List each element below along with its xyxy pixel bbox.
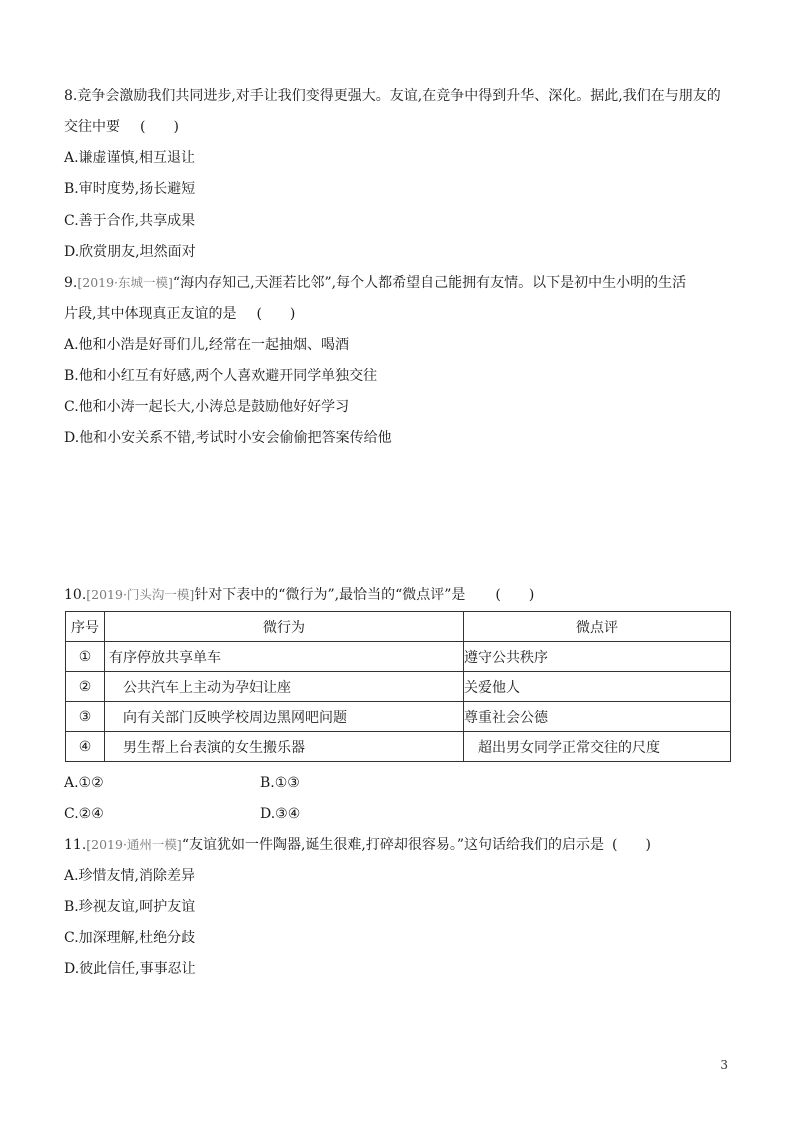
q11-source: [2019·通州一模] [86,837,182,852]
q9-option-b: B.他和小红互有好感,两个人喜欢避开同学单独交往 [64,368,378,384]
q9-stem-text: “海内存知己,天涯若比邻”,每个人都希望自己能拥有友情。以下是初中生小明的生活 [172,275,687,291]
table-row [66,642,731,672]
q8-stem-line1: 8.竞争会激励我们共同进步,对手让我们变得更强大。友谊,在竞争中得到升华、深化。据此,我们在与朋友的 [64,88,721,104]
row-index: ④ [66,732,105,762]
row-index: ③ [66,702,105,732]
q10-answer-paren: ( ) [495,587,535,603]
q8-option-a: A.谦虚谨慎,相互退让 [64,150,196,166]
row-behavior: 向有关部门反映学校周边黑网吧问题 [105,702,464,732]
q11-option-d: D.彼此信任,事事忍让 [64,961,196,977]
q11-stem [64,835,651,855]
q9-stem-line1 [64,273,686,293]
table-row [66,702,731,732]
q8-option-b: B.审时度势,扬长避短 [64,181,196,197]
q10-source: [2019·门头沟一模] [86,587,195,602]
q9-option-d: D.他和小安关系不错,考试时小安会偷偷把答案传给他 [64,430,392,446]
q10-option-b: B.①③ [260,775,300,791]
q10-stem [64,585,534,605]
q9-number: 9. [64,275,78,291]
q11-number: 11. [64,837,87,853]
row-behavior: 公共汽车上主动为孕妇让座 [105,672,464,702]
q8-stem-line2 [64,117,179,137]
q11-stem-text: “友谊犹如一件陶器,诞生很难,打碎却很容易。”这句话给我们的启示是 [181,837,605,853]
q8-answer-paren: ( ) [140,119,179,135]
header-behavior: 微行为 [105,612,464,642]
row-behavior: 有序停放共享单车 [105,642,464,672]
row-index: ② [66,672,105,702]
table-row [66,672,731,702]
q8-option-c: C.善于合作,共享成果 [64,213,196,229]
q10-number: 10. [64,587,87,603]
q8-option-d: D.欣赏朋友,坦然面对 [64,244,196,260]
row-index: ① [66,642,105,672]
q11-answer-paren: ( ) [612,837,651,853]
page-number: 3 [720,1058,728,1072]
row-behavior: 男生帮上台表演的女生搬乐器 [105,732,464,762]
q10-option-c: C.②④ [64,806,104,822]
row-comment: 尊重社会公德 [464,702,731,732]
q9-stem-text-2: 片段,其中体现真正友谊的是 [64,306,237,322]
q9-source: [2019·东城一模] [77,275,173,290]
header-comment: 微点评 [464,612,731,642]
q10-option-d: D.③④ [260,806,301,822]
row-comment: 遵守公共秩序 [464,642,731,672]
header-index: 序号 [66,612,105,642]
q10-option-a: A.①② [64,775,104,791]
q9-option-c: C.他和小涛一起长大,小涛总是鼓励他好好学习 [64,399,350,415]
q10-table [65,611,731,762]
q8-stem-text: 交往中要 [64,119,120,135]
table-header-row [66,612,731,642]
q9-option-a: A.他和小浩是好哥们儿,经常在一起抽烟、喝酒 [64,337,350,353]
q11-option-c: C.加深理解,杜绝分歧 [64,930,196,946]
q9-stem-line2 [64,304,295,324]
q11-option-a: A.珍惜友情,消除差异 [64,868,196,884]
q10-stem-text: 针对下表中的“微行为”,最恰当的“微点评”是 [194,587,466,603]
q9-answer-paren: ( ) [256,306,296,322]
row-comment: 超出男女同学正常交往的尺度 [464,732,731,762]
table-row [66,732,731,762]
row-comment: 关爱他人 [464,672,731,702]
q11-option-b: B.珍视友谊,呵护友谊 [64,899,196,915]
